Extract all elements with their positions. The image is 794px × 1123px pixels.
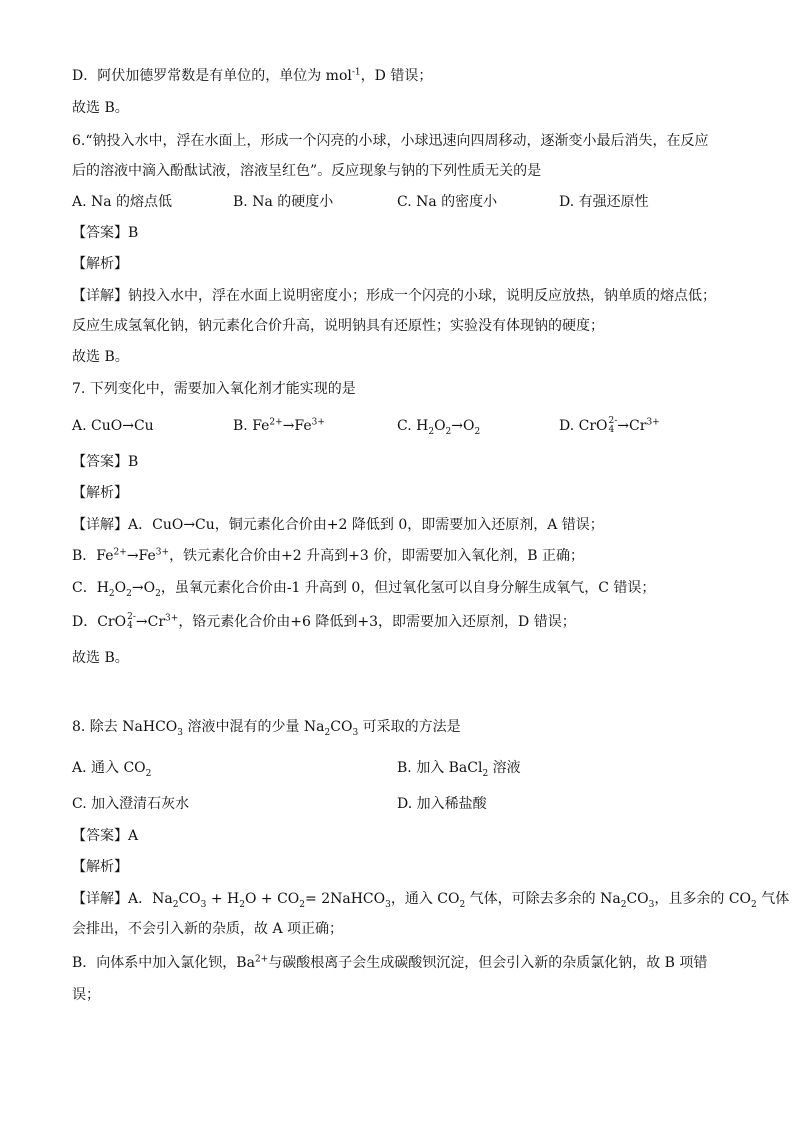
q8-option-c: C. 加入澄清石灰水 bbox=[72, 796, 190, 812]
q7-detail-c: C．$H_2O_2\to O_2$，虽氧元素化合价由-1 升高到 0，但过氧化氢可以自身分解生成氧气，C 错误； bbox=[72, 580, 656, 599]
q7-conclusion: 故选 B。 bbox=[72, 650, 129, 666]
q7-option-d: D. CrO 2- 4 $\to Cr^{3+}$ bbox=[559, 416, 660, 435]
q7-option-c: C. $H_2O_2\to O_2$ bbox=[397, 418, 481, 437]
q5-conclusion: 故选 B。 bbox=[72, 100, 129, 116]
q7-answer: 【答案】B bbox=[72, 454, 139, 470]
q8-detail-b-line2: 误； bbox=[72, 987, 100, 1003]
q8-detail-a-line1: 【详解】A．$Na_2CO_3 + H_2O + CO_2=$ 2NaHCO$_3$，通入 $CO_2$ 气体，可除去多余的 $Na_2CO_3$，且多余的 $CO_2$ 气体 bbox=[72, 891, 790, 910]
q8-stem: 8. 除去 NaHCO$_3$ 溶液中混有的少量 $Na_2CO_3$ 可采取的方法是 bbox=[72, 719, 461, 738]
q7-detail-d: D．CrO 2- 4 $\to Cr^{3+}$，铬元素化合价由+6 降低到+3，即需要加入还原剂，D 错误； bbox=[72, 612, 576, 631]
q6-option-c: C. Na 的密度小 bbox=[397, 194, 498, 210]
q8-option-b: B. 加入 BaCl$_2$ 溶液 bbox=[397, 760, 521, 779]
q8-option-d: D. 加入稀盐酸 bbox=[397, 796, 487, 812]
q5-d-explanation: D．阿伏加德罗常数是有单位的，单位为 mol$^{-1}$，D 错误； bbox=[72, 67, 433, 84]
q6-analysis-heading: 【解析】 bbox=[72, 256, 128, 272]
q7-analysis-heading: 【解析】 bbox=[72, 485, 128, 501]
q8-answer: 【答案】A bbox=[72, 828, 139, 844]
q6-answer: 【答案】B bbox=[72, 225, 139, 241]
q6-option-d: D. 有强还原性 bbox=[559, 194, 649, 210]
q6-option-b: B. Na 的硬度小 bbox=[233, 194, 334, 210]
q8-detail-b-line1: B．向体系中加入氯化钡，$Ba^{2+}$与碳酸根离子会生成碳酸钡沉淀，但会引入新的杂质氯化钠，故 B 项错 bbox=[72, 954, 708, 971]
q6-conclusion: 故选 B。 bbox=[72, 349, 129, 365]
q7-stem: 7. 下列变化中，需要加入氧化剂才能实现的是 bbox=[72, 381, 356, 397]
q7-detail-b: B．$Fe^{2+}\to Fe^{3+}$，铁元素化合价由+2 升高到+3 价，即需要加入氧化剂，B 正确； bbox=[72, 547, 584, 564]
q8-analysis-heading: 【解析】 bbox=[72, 859, 128, 875]
q7-detail-a: 【详解】A．CuO→Cu，铜元素化合价由+2 降低到 0，即需要加入还原剂，A 错误； bbox=[72, 517, 604, 533]
q7-option-b: B. $Fe^{2+}\to Fe^{3+}$ bbox=[233, 417, 325, 434]
q8-option-a: A. 通入 $CO_2$ bbox=[72, 760, 152, 779]
q6-stem-line1: 6.“钠投入水中，浮在水面上，形成一个闪亮的小球，小球迅速向四周移动，逐渐变小最后消失，在反应 bbox=[72, 133, 709, 149]
q6-detail-line1: 【详解】钠投入水中，浮在水面上说明密度小；形成一个闪亮的小球，说明反应放热，钠单质的熔点低； bbox=[72, 288, 716, 304]
q6-detail-line2: 反应生成氢氧化钠，钠元素化合价升高，说明钠具有还原性；实验没有体现钠的硬度； bbox=[72, 318, 604, 334]
q8-detail-a-line2: 会排出，不会引入新的杂质，故 A 项正确； bbox=[72, 921, 344, 937]
q6-stem-line2: 后的溶液中滴入酚酞试液，溶液呈红色”。反应现象与钠的下列性质无关的是 bbox=[72, 163, 542, 179]
q6-option-a: A. Na 的熔点低 bbox=[72, 194, 173, 210]
q7-option-a: A. CuO→Cu bbox=[72, 418, 154, 434]
